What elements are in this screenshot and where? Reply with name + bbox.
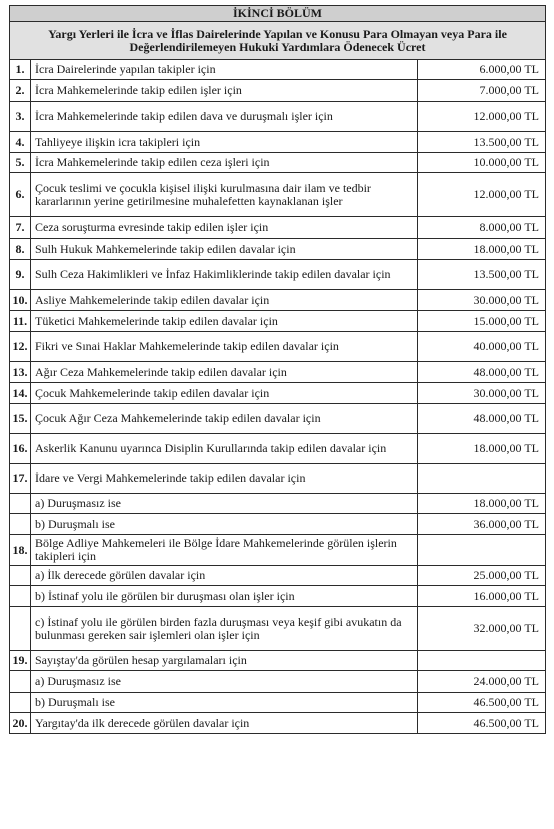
fee-row — [10, 404, 546, 434]
fee-row — [10, 651, 546, 671]
row-description: a) İlk derecede görülen davalar için — [31, 566, 418, 586]
fee-row — [10, 671, 546, 693]
fee-table-page — [9, 5, 546, 734]
row-description: Tüketici Mahkemelerinde takip edilen davalar için — [31, 311, 418, 332]
row-number — [10, 566, 31, 586]
fee-row — [10, 383, 546, 404]
fee-row — [10, 514, 546, 535]
row-amount: 25.000,00 TL — [418, 566, 546, 586]
row-amount — [418, 651, 546, 671]
row-number: 11. — [10, 311, 31, 332]
row-amount: 48.000,00 TL — [418, 404, 546, 434]
fee-row — [10, 173, 546, 217]
fee-row — [10, 80, 546, 102]
row-description: İcra Mahkemelerinde takip edilen dava ve duruşmalı işler için — [31, 102, 418, 132]
row-number: 13. — [10, 362, 31, 383]
row-number — [10, 607, 31, 651]
fee-row — [10, 239, 546, 260]
row-amount: 48.000,00 TL — [418, 362, 546, 383]
row-description: Sayıştay'da görülen hesap yargılamaları için — [31, 651, 418, 671]
fee-row — [10, 260, 546, 290]
row-number: 6. — [10, 173, 31, 217]
fee-row — [10, 713, 546, 734]
row-amount: 16.000,00 TL — [418, 586, 546, 607]
fee-row — [10, 290, 546, 311]
row-amount: 15.000,00 TL — [418, 311, 546, 332]
fee-row — [10, 132, 546, 153]
row-amount: 36.000,00 TL — [418, 514, 546, 535]
row-amount: 18.000,00 TL — [418, 434, 546, 464]
row-number — [10, 494, 31, 514]
section-title-row — [10, 6, 546, 22]
fee-row — [10, 693, 546, 713]
row-amount: 18.000,00 TL — [418, 494, 546, 514]
row-number: 3. — [10, 102, 31, 132]
row-description: b) Duruşmalı ise — [31, 514, 418, 535]
row-number: 4. — [10, 132, 31, 153]
section-subtitle: Yargı Yerleri ile İcra ve İflas Dairelerinde Yapılan ve Konusu Para Olmayan veya Para ile Değerlendirilemeyen Hukuki Yardımlara Ödenecek Ücret — [10, 22, 546, 60]
row-description: Sulh Hukuk Mahkemelerinde takip edilen davalar için — [31, 239, 418, 260]
row-number: 15. — [10, 404, 31, 434]
row-number — [10, 514, 31, 535]
row-number: 19. — [10, 651, 31, 671]
row-amount: 13.500,00 TL — [418, 260, 546, 290]
row-description: İcra Mahkemelerinde takip edilen işler için — [31, 80, 418, 102]
row-number: 18. — [10, 535, 31, 566]
row-number: 17. — [10, 464, 31, 494]
row-amount: 13.500,00 TL — [418, 132, 546, 153]
row-description: İcra Mahkemelerinde takip edilen ceza işleri için — [31, 153, 418, 173]
row-description: Yargıtay'da ilk derecede görülen davalar için — [31, 713, 418, 734]
row-description: Tahliyeye ilişkin icra takipleri için — [31, 132, 418, 153]
row-number — [10, 671, 31, 693]
row-description: İcra Dairelerinde yapılan takipler için — [31, 60, 418, 80]
row-description: Fikri ve Sınai Haklar Mahkemelerinde takip edilen davalar için — [31, 332, 418, 362]
row-description: a) Duruşmasız ise — [31, 494, 418, 514]
fee-row — [10, 60, 546, 80]
row-description: a) Duruşmasız ise — [31, 671, 418, 693]
row-description: Sulh Ceza Hakimlikleri ve İnfaz Hakimliklerinde takip edilen davalar için — [31, 260, 418, 290]
row-number: 2. — [10, 80, 31, 102]
row-number: 16. — [10, 434, 31, 464]
row-amount: 7.000,00 TL — [418, 80, 546, 102]
row-description: Askerlik Kanunu uyarınca Disiplin Kurullarında takip edilen davalar için — [31, 434, 418, 464]
row-description: İdare ve Vergi Mahkemelerinde takip edilen davalar için — [31, 464, 418, 494]
row-number — [10, 586, 31, 607]
row-amount: 40.000,00 TL — [418, 332, 546, 362]
row-amount: 12.000,00 TL — [418, 173, 546, 217]
row-number: 7. — [10, 217, 31, 239]
row-number: 5. — [10, 153, 31, 173]
row-description: b) İstinaf yolu ile görülen bir duruşması olan işler için — [31, 586, 418, 607]
row-amount: 12.000,00 TL — [418, 102, 546, 132]
fee-row — [10, 535, 546, 566]
row-amount — [418, 535, 546, 566]
fee-row — [10, 586, 546, 607]
row-amount: 30.000,00 TL — [418, 383, 546, 404]
fee-table — [9, 5, 546, 734]
fee-row — [10, 102, 546, 132]
fee-row — [10, 362, 546, 383]
row-number: 20. — [10, 713, 31, 734]
row-description: c) İstinaf yolu ile görülen birden fazla duruşması veya keşif gibi avukatın da bulunması gereken sair işlemleri olan işler için — [31, 607, 418, 651]
row-number: 12. — [10, 332, 31, 362]
row-amount: 6.000,00 TL — [418, 60, 546, 80]
section-subtitle-row — [10, 22, 546, 60]
row-amount: 10.000,00 TL — [418, 153, 546, 173]
row-amount: 46.500,00 TL — [418, 713, 546, 734]
row-description: b) Duruşmalı ise — [31, 693, 418, 713]
fee-row — [10, 332, 546, 362]
row-amount: 18.000,00 TL — [418, 239, 546, 260]
fee-row — [10, 217, 546, 239]
fee-row — [10, 434, 546, 464]
row-description: Ağır Ceza Mahkemelerinde takip edilen davalar için — [31, 362, 418, 383]
row-number: 8. — [10, 239, 31, 260]
fee-row — [10, 153, 546, 173]
fee-row — [10, 464, 546, 494]
row-amount: 32.000,00 TL — [418, 607, 546, 651]
row-description: Çocuk Ağır Ceza Mahkemelerinde takip edilen davalar için — [31, 404, 418, 434]
fee-row — [10, 566, 546, 586]
row-description: Ceza soruşturma evresinde takip edilen işler için — [31, 217, 418, 239]
row-number: 1. — [10, 60, 31, 80]
row-number: 10. — [10, 290, 31, 311]
row-description: Çocuk Mahkemelerinde takip edilen davalar için — [31, 383, 418, 404]
row-amount: 46.500,00 TL — [418, 693, 546, 713]
fee-row — [10, 494, 546, 514]
row-description: Çocuk teslimi ve çocukla kişisel ilişki kurulmasına dair ilam ve tedbir kararlarının yerine getirilmesine muhalefetten kaynaklanan işler — [31, 173, 418, 217]
row-amount — [418, 464, 546, 494]
row-amount: 8.000,00 TL — [418, 217, 546, 239]
row-description: Bölge Adliye Mahkemeleri ile Bölge İdare Mahkemelerinde görülen işlerin takipleri için — [31, 535, 418, 566]
row-number: 9. — [10, 260, 31, 290]
row-amount: 30.000,00 TL — [418, 290, 546, 311]
row-description: Asliye Mahkemelerinde takip edilen davalar için — [31, 290, 418, 311]
row-amount: 24.000,00 TL — [418, 671, 546, 693]
section-title: İKİNCİ BÖLÜM — [10, 6, 546, 22]
fee-row — [10, 311, 546, 332]
row-number: 14. — [10, 383, 31, 404]
fee-row — [10, 607, 546, 651]
row-number — [10, 693, 31, 713]
